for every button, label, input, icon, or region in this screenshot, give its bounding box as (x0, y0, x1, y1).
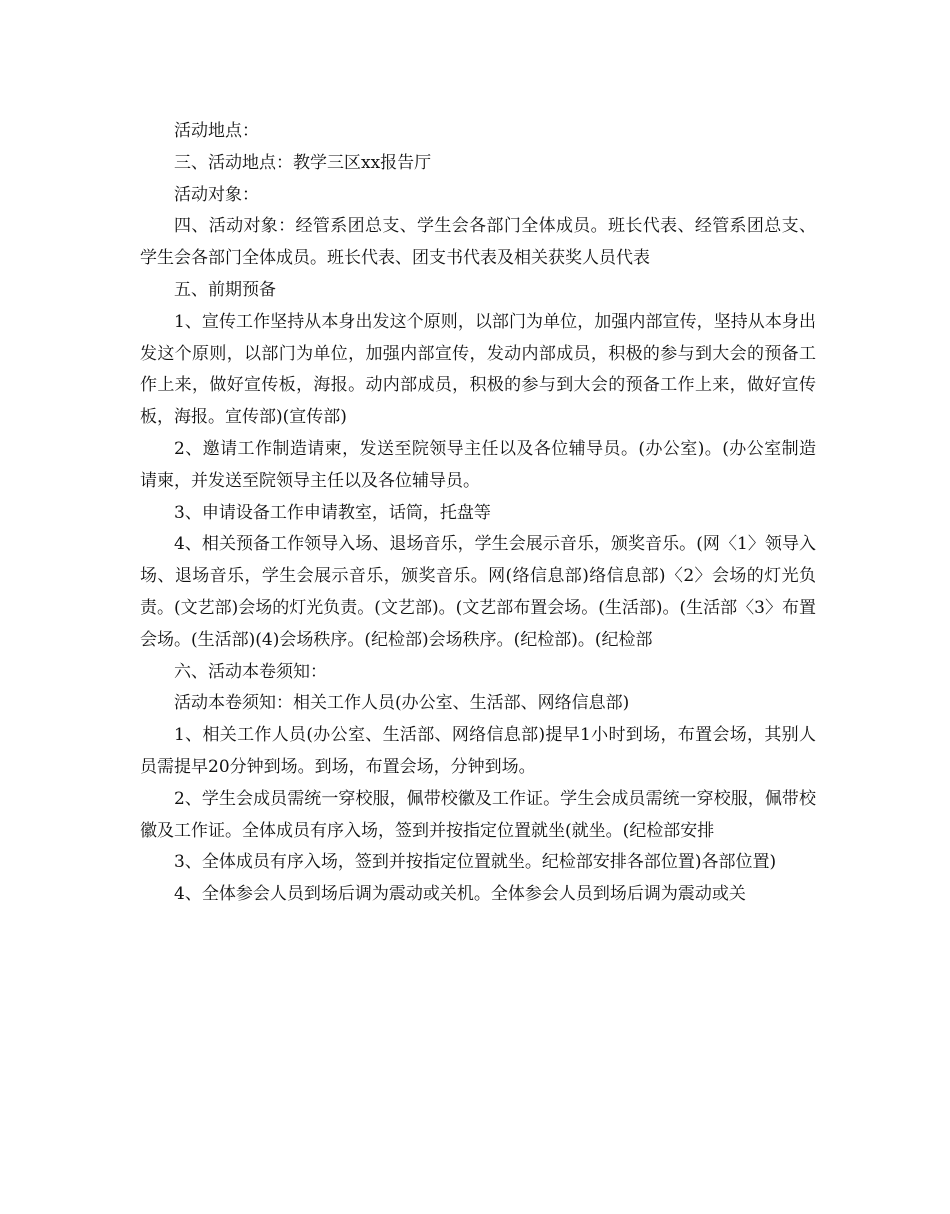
paragraph-notes-heading: 六、活动本卷须知： (174, 661, 327, 682)
paragraph-related-prep: 4、相关预备工作领导入场、退场音乐，学生会展示音乐，颁奖音乐。(网〈1〉领导入场、退场音乐，学生会展示音乐，颁奖音乐。网(络信息部)络信息部)〈2〉会场的灯光负责。(文艺部)会场的灯光负责。(文艺部)。(文艺部布置会场。(生活部)。(生活部〈3〉布置会场。(生活部)(4)会场秩序。(纪检部)会场秩序。(纪检部)。(纪检部 (140, 534, 816, 650)
document-body (140, 116, 816, 911)
paragraph-note-1: 1、相关工作人员(办公室、生活部、网络信息部)提早1小时到场，布置会场，其别人员需提早20分钟到场。到场，布置会场，分钟到场。 (140, 725, 816, 777)
paragraph-audience: 四、活动对象：经管系团总支、学生会各部门全体成员。班长代表、经管系团总支、学生会各部门全体成员。班长代表、团支书代表及相关获奖人员代表 (140, 216, 816, 269)
paragraph-note-3: 3、全体成员有序入场，签到并按指定位置就坐。纪检部安排各部位置)各部位置) (174, 852, 777, 873)
paragraph-venue: 三、活动地点：教学三区xx报告厅 (174, 152, 432, 173)
paragraph-notes-staff: 活动本卷须知：相关工作人员(办公室、生活部、网络信息部) (174, 693, 630, 714)
paragraph-equipment: 3、申请设备工作申请教室，话筒，托盘等 (174, 502, 491, 523)
paragraph-note-2: 2、学生会成员需统一穿校服，佩带校徽及工作证。学生会成员需统一穿校服，佩带校徽及工作证。全体成员有序入场，签到并按指定位置就坐(就坐。(纪检部安排 (140, 788, 816, 841)
paragraph-publicity: 1、宣传工作坚持从本身出发这个原则，以部门为单位，加强内部宣传，坚持从本身出发这个原则，以部门为单位，加强内部宣传，发动内部成员，积极的参与到大会的预备工作上来，做好宣传板，海报。动内部成员，积极的参与到大会的预备工作上来，做好宣传板，海报。宣传部)(宣传部) (140, 311, 816, 428)
paragraph-preparation-heading: 五、前期预备 (174, 279, 276, 300)
paragraph-venue-label: 活动地点： (174, 121, 259, 141)
paragraph-note-4: 4、全体参会人员到场后调为震动或关机。全体参会人员到场后调为震动或关 (174, 884, 746, 905)
paragraph-invitation: 2、邀请工作制造请柬，发送至院领导主任以及各位辅导员。(办公室)。(办公室制造请柬，并发送至院领导主任以及各位辅导员。 (140, 438, 816, 491)
paragraph-audience-label: 活动对象： (174, 184, 259, 205)
